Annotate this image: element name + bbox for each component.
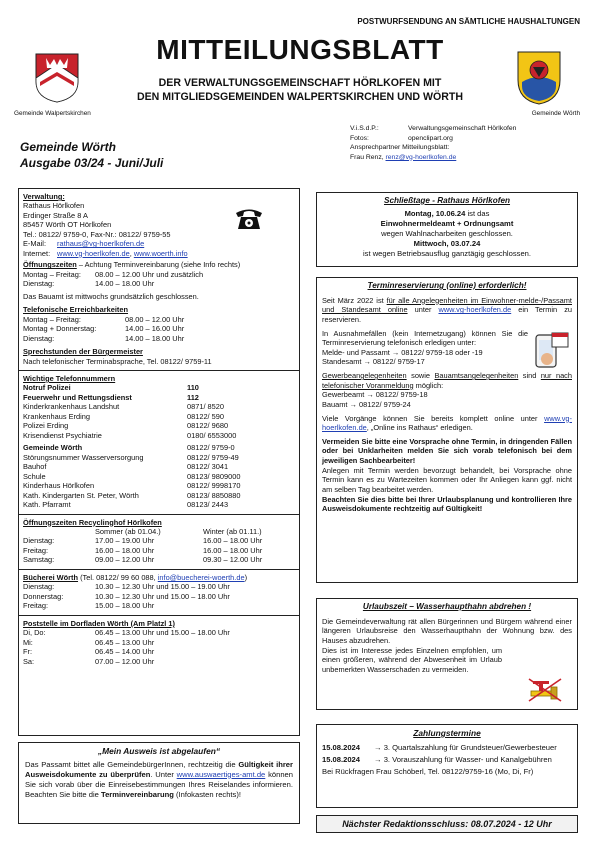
payment-date: 15.08.2024 xyxy=(322,742,361,752)
library-email-link[interactable]: info@buecherei-woerth.de xyxy=(157,572,245,582)
appointment-p2-a: In Ausnahmefällen (kein Internetzugang) können Sie die Terminreservierung telefonisch erledigen unter: xyxy=(322,328,528,348)
emergency-name: Notruf Polizei xyxy=(23,383,71,393)
issue-edition: Ausgabe 03/24 - Juni/Juli xyxy=(20,155,164,170)
payment-description: → 3. Vorauszahlung für Wasser- und Kanalgebühren xyxy=(374,754,552,764)
post-day: Di, Do: xyxy=(23,628,46,638)
post-time: 06.45 – 13.00 Uhr und 15.00 – 18.00 Uhr xyxy=(95,628,230,638)
admin-web-link-2[interactable]: www.woerth.info xyxy=(133,248,188,258)
appointment-p3-building: Bauamtsangelegenheiten xyxy=(434,371,519,381)
library-day: Dienstag: xyxy=(23,582,55,592)
phone-hours-day: Montag – Freitag: xyxy=(23,314,81,324)
payments-contact: Bei Rückfragen Frau Schöberl, Tel. 08122/9759-16 (Mo, Di, Fr) xyxy=(322,766,534,776)
payment-date: 15.08.2024 xyxy=(322,754,361,764)
recycling-winter-label: Winter (ab 01.11.) xyxy=(203,527,262,536)
postal-notice: POSTWURFSENDUNG AN SÄMTLICHE HAUSHALTUNGEN xyxy=(357,17,580,26)
phone-entry-name: Kath. Kindergarten St. Peter, Wörth xyxy=(23,490,139,500)
recycling-summer-label: Sommer (ab 01.04.) xyxy=(95,527,161,536)
phone-hours-time: 14.00 – 16.00 Uhr xyxy=(125,324,185,334)
right-crest-caption: Gemeinde Wörth xyxy=(531,110,580,117)
recycling-day: Samstag: xyxy=(23,555,55,565)
recycling-day: Freitag: xyxy=(23,545,49,555)
appointment-p3-possible: möglich: xyxy=(413,380,444,390)
closing-days-title: Schließtage - Rathaus Hörlkofen xyxy=(383,196,511,205)
phone-entry-name: Kath. Pfarramt xyxy=(23,500,71,510)
appointment-p1-underlined: für alle Angelegenheiten im Einwohner-melde-/Passamt und Standesamt online xyxy=(322,295,572,315)
phone-entry-name: Krisendienst Psychiatrie xyxy=(23,430,102,440)
recycling-heading: Öffnungszeiten Recyclinghof Hörlkofen xyxy=(23,517,162,527)
appointment-p1-a: Seit März 2022 ist xyxy=(322,295,387,305)
phone-hours-time: 14.00 – 18.00 Uhr xyxy=(125,333,185,343)
payments-title: Zahlungstermine xyxy=(413,728,481,738)
recycling-summer-time: 16.00 – 18.00 Uhr xyxy=(95,545,155,555)
imprint-photos-label: Fotos: xyxy=(350,134,369,142)
admin-email-label: E-Mail: xyxy=(23,239,46,249)
emergency-name: Feuerwehr und Rettungsdienst xyxy=(23,392,132,402)
appointment-p3 xyxy=(322,371,572,390)
phone-entry-number: 08123/ 2443 xyxy=(187,500,229,510)
library-close-paren: ) xyxy=(244,572,248,582)
passport-text-b: Gültigkeit ihrer Ausweisdokumente zu überprüfen xyxy=(25,759,293,779)
post-time: 06.45 – 14.00 Uhr xyxy=(95,647,155,657)
closing-day-1-office: Einwohnermeldeamt + Ordnungsamt xyxy=(380,219,514,228)
library-tel: (Tel. 08122/ 99 60 088, xyxy=(80,572,156,582)
phone-entry-name: Polizei Erding xyxy=(23,421,69,431)
passport-text-f: (Infokasten rechts)! xyxy=(173,789,241,799)
post-time: 07.00 – 12.00 Uhr xyxy=(95,656,155,666)
water-tap-icon xyxy=(527,677,563,703)
passport-box xyxy=(18,742,300,824)
hours-day: Montag – Freitag: xyxy=(23,269,81,279)
appointment-p2-registry: Melde- und Passamt → 08122/ 9759-18 oder -19 xyxy=(322,347,483,357)
woerth-phone-heading: Gemeinde Wörth xyxy=(23,443,83,453)
recycling-day: Dienstag: xyxy=(23,536,55,546)
mayor-hours-heading: Sprechstunden der Bürgermeister xyxy=(23,347,143,357)
appointment-link-1[interactable]: www.vg-hoerlkofen.de xyxy=(438,305,512,315)
imprint-photos-value: openclipart.org xyxy=(408,134,453,142)
imprint-contact-email[interactable]: renz@vg-hoerlkofen.de xyxy=(385,153,457,161)
vacation-p2: Dies ist im Interesse jedes Einzelnen empfohlen, um einen größeren, während der Abwesenheit im Urlaub unbemerkten Wasserschaden zu vermeiden. xyxy=(322,645,502,674)
library-heading: Bücherei Wörth xyxy=(23,572,79,582)
library-time: 10.30 – 12.30 Uhr und 15.00 – 18.00 Uhr xyxy=(95,591,230,601)
passport-text-d: können Sie sich vorab über die Einreisebestimmungen Ihres Reiselandes informieren. Beachten Sie bitte die xyxy=(25,769,293,799)
appointment-p4 xyxy=(322,414,572,433)
hours-time: 08.00 – 12.00 Uhr und zusätzlich xyxy=(95,269,204,279)
phone-entry-name: Störungsnummer Wasserversorgung xyxy=(23,452,144,462)
appointment-p6: Anlegen mit Termin werden bevorzugt behandelt, bei Vorsprache ohne Termin kann es zu Wartezeiten kommen oder Ihr Anliegen kann ggf. nicht am selben Tag bearbeitet werden. xyxy=(322,465,572,494)
passport-text xyxy=(25,760,293,800)
walpertskirchen-crest-icon xyxy=(34,52,80,104)
recycling-winter-time: 16.00 – 18.00 Uhr xyxy=(203,545,263,555)
appointment-p5: Vermeiden Sie bitte eine Vorsprache ohne Termin, in dringenden Fällen oder bei Unklarheiten melden Sie sich vorab telefonisch bei dem jeweiligen Sachbearbeiter! xyxy=(322,436,572,466)
phone-entry-number: 08122/ 9759-49 xyxy=(187,452,239,462)
editorial-deadline: Nächster Redaktionsschluss: 08.07.2024 - 12 Uhr xyxy=(316,815,578,833)
appointment-p3-trade: Gewerbeangelegenheiten xyxy=(322,371,407,381)
appointment-building-phone: Bauamt → 08122/ 9759-24 xyxy=(322,399,411,409)
hours-day: Dienstag: xyxy=(23,279,55,289)
imprint-contact-label: Ansprechpartner Mitteilungsblatt: xyxy=(350,144,450,152)
phone-numbers-heading: Wichtige Telefonnummern xyxy=(23,373,116,383)
page-title: MITTEILUNGSBLATT xyxy=(156,34,444,65)
left-crest-caption: Gemeinde Walpertskirchen xyxy=(14,110,91,117)
post-office-heading: Poststelle im Dorfladen Wörth (Am Platzl 1) xyxy=(23,618,175,628)
appointment-p3-phone-only: nur nach telefonischer Voranmeldung xyxy=(322,371,572,390)
vacation-p1: Die Gemeindeverwaltung rät allen Bürgerinnen und Bürgern während einer längeren Urlaubsreise den Wasserhaupthahn der Wohnung bzw. des Hauses abzudrehen. xyxy=(322,616,572,645)
appointment-p2 xyxy=(322,329,572,368)
page-subtitle xyxy=(100,76,500,105)
closing-day-1-reason: wegen Wahlnacharbeiten geschlossen. xyxy=(381,229,513,239)
post-time: 06.45 – 13.00 Uhr xyxy=(95,637,155,647)
appointment-p1-b: unter xyxy=(407,305,439,315)
appointment-box xyxy=(316,277,578,583)
phone-entry-name: Kinderhaus Hörlkofen xyxy=(23,481,95,491)
issue-block xyxy=(20,140,163,171)
post-day: Mi: xyxy=(23,637,33,647)
appointment-trade-phone: Gewerbeamt → 08122/ 9759-18 xyxy=(322,390,428,400)
phone-entry-name: Bauhof xyxy=(23,462,47,472)
phone-hours-heading: Telefonische Erreichbarkeiten xyxy=(23,305,129,315)
building-office-closed-note: Das Bauamt ist mittwochs grundsätzlich geschlossen. xyxy=(23,291,199,301)
imprint-contact-value: Frau Renz, xyxy=(350,153,384,161)
recycling-winter-time: 16.00 – 18.00 Uhr xyxy=(203,536,263,546)
closing-day-2: Mittwoch, 03.07.24 xyxy=(413,239,481,249)
phone-entry-number: 08123/ 9809000 xyxy=(187,471,241,481)
woerth-crest-icon xyxy=(516,50,562,106)
recycling-summer-time: 17.00 – 19.00 Uhr xyxy=(95,536,155,546)
appointment-p4-a: Viele Vorgänge können Sie bereits komplett online unter xyxy=(322,413,545,423)
library-day: Freitag: xyxy=(23,601,49,611)
vacation-title: Urlaubszeit – Wasserhaupthahn abdrehen ! xyxy=(362,602,532,611)
post-day: Fr: xyxy=(23,647,33,657)
hours-time: 14.00 – 18.00 Uhr xyxy=(95,279,155,289)
appointment-p3-and: sowie xyxy=(406,371,435,381)
passport-link[interactable]: www.auswaertiges-amt.de xyxy=(176,769,266,779)
subtitle-line-2: DEN MITGLIEDSGEMEINDEN WALPERTSKIRCHEN UND WÖRTH xyxy=(136,91,464,104)
appointment-p7: Beachten Sie dies bitte bei Ihrer Urlaubsplanung und kontrollieren Ihre Ausweisdokumente rechtzeitig auf Gültigkeit! xyxy=(322,494,572,514)
admin-email-link[interactable]: rathaus@vg-hoerlkofen.de xyxy=(57,239,145,249)
appointment-p2-civil: Standesamt → 08122/ 9759-17 xyxy=(322,357,425,367)
admin-internet-label: Internet: xyxy=(23,248,51,258)
admin-heading: Verwaltung: xyxy=(23,192,65,201)
payments-box xyxy=(316,724,578,808)
phone-entry-number: 08123/ 8850880 xyxy=(187,490,241,500)
phone-entry-number: 08122/ 590 xyxy=(187,411,224,421)
phone-entry-number: 0871/ 8520 xyxy=(187,402,224,412)
closing-day-1: Montag, 10.06.24 xyxy=(404,208,466,218)
passport-text-e: Terminvereinbarung xyxy=(101,789,174,799)
imprint xyxy=(350,124,590,162)
closing-days-box xyxy=(316,192,578,267)
telephone-icon xyxy=(233,205,265,231)
issue-municipality: Gemeinde Wörth xyxy=(20,140,117,154)
appointment-p1 xyxy=(322,296,572,325)
admin-address-line: Erdinger Straße 8 A xyxy=(23,210,88,220)
passport-text-c: . Unter xyxy=(150,769,177,779)
vacation-box xyxy=(316,598,578,710)
phone-hours-time: 08.00 – 12.00 Uhr xyxy=(125,314,185,324)
recycling-winter-time: 09.30 – 12.00 Uhr xyxy=(203,555,263,565)
phone-entry-number: 08122/ 3041 xyxy=(187,462,229,472)
admin-tel-fax: Tel.: 08122/ 9759-0, Fax-Nr.: 08122/ 9759-55 xyxy=(23,229,171,239)
phone-entry-name: Krankenhaus Erding xyxy=(23,411,90,421)
library-time: 10.30 – 12.30 Uhr und 15.00 – 19.00 Uhr xyxy=(95,582,230,592)
phone-entry-number: 08122/ 9680 xyxy=(187,421,229,431)
opening-hours-heading: Öffnungszeiten xyxy=(23,260,77,270)
opening-hours-note: – Achtung Terminvereinbarung (siehe Info rechts) xyxy=(78,260,241,270)
recycling-summer-time: 09.00 – 12.00 Uhr xyxy=(95,555,155,565)
closing-day-2-reason: ist wegen Betriebsausflug ganztägig geschlossen. xyxy=(362,249,531,259)
phone-entry-name: Kinderkrankenhaus Landshut xyxy=(23,402,120,412)
passport-text-a: Das Passamt bittet alle GemeindebürgerInnen, rechtzeitig die xyxy=(25,759,239,769)
phone-hours-day: Montag + Donnerstag: xyxy=(23,324,97,334)
info-column: Verwaltung: Rathaus Hörlkofen Erdinger Straße 8 A 85457 Wörth OT Hörlkofen Tel.: 08122/ 9759-0, Fax-Nr.: 08122/ 9759-55 E-Mail: rathaus@vg-hoerlkofen.de Internet: www.vg-hoerlkofen.de , www.woerth.info Öffnungszeiten – Achtung Terminvereinbarung (siehe Info rechts) Montag – Freitag: 08.00 – 12.00 Uhr und zusätzlich Dienstag: 14.00 – 18.00 Uhr Das Bauamt ist mittwochs grundsätzlich geschlossen. Telefonische Erreichbarkeiten Montag – Freitag: 08.00 – 12.00 Uhr Montag + Donnerstag: 14.00 – 16.00 Uhr Dienstag: 14.00 – 18.00 Uhr Sprechstunden der Bürgermeister Nach telefonischer Terminabsprache, Tel. 08122/ 9759-11 Wichtige Telefonnummern Notruf Polizei 110 Feuerwehr und Rettungsdienst 112 Kinderkrankenhaus Landshut 0871/ 8520 Krankenhaus Erding 08122/ 590 Polizei Erding 08122/ 9680 Krisendienst Psychiatrie 0180/ 6553000 Gemeinde Wörth 08122/ 9759-0 Störungsnummer Wasserversorgung 08122/ 9759-49 Bauhof 08122/ 3041 Schule 08123/ 9809000 Kinderhaus Hörlkofen 08122/ 9998170 Kath. Kindergarten St. Peter, Wörth 08123/ 8850880 Kath. Pfarramt 08123/ 2443 Öffnungszeiten Recyclinghof Hörlkofen Sommer (ab 01.04.) Winter (ab 01.11.) Dienstag: 17.00 – 19.00 Uhr 16.00 – 18.00 Uhr Freitag: 16.00 – 18.00 Uhr 16.00 – 18.00 Uhr Samstag: 09.00 – 12.00 Uhr 09.30 – 12.00 Uhr Bücherei Wörth (Tel. 08122/ 99 60 088, info@buecherei-woerth.de) Dienstag: 10.30 – 12.30 Uhr und 15.00 – 19.00 Uhr Donnerstag: 10.30 – 12.30 Uhr und 15.00 – 18.00 Uhr Freitag: 15.00 – 18.00 Uhr Poststelle im Dorfladen Wörth (Am Platzl 1) Di, Do: 06.45 – 13.00 Uhr und 15.00 – 18.00 Uhr Mi: 06.45 – 13.00 Uhr Fr: 06.45 – 14.00 Uhr Sa: 07.00 – 12.00 Uhr xyxy=(18,188,300,736)
imprint-vi-value: Verwaltungsgemeinschaft Hörlkofen xyxy=(408,125,517,132)
phone-hours-day: Dienstag: xyxy=(23,333,55,343)
emergency-number: 110 xyxy=(187,383,199,393)
phone-calendar-icon xyxy=(534,331,570,369)
admin-address-line: 85457 Wörth OT Hörlkofen xyxy=(23,220,112,230)
phone-entry-number: 0180/ 6553000 xyxy=(187,430,237,440)
admin-web-link-1[interactable]: www.vg-hoerlkofen.de xyxy=(57,248,130,258)
appointment-link-2[interactable]: www.vg-hoerlkofen.de xyxy=(322,413,572,433)
mayor-hours-note: Nach telefonischer Terminabsprache, Tel. 08122/ 9759-11 xyxy=(23,356,212,366)
payment-description: → 3. Quartalszahlung für Grundsteuer/Gewerbesteuer xyxy=(374,742,557,752)
woerth-phone-heading-number: 08122/ 9759-0 xyxy=(187,443,235,453)
phone-entry-name: Schule xyxy=(23,471,46,481)
passport-title: „Mein Ausweis ist abgelaufen“ xyxy=(97,746,221,756)
post-day: Sa: xyxy=(23,656,35,666)
admin-address-line: Rathaus Hörlkofen xyxy=(23,201,85,211)
appointment-p3-are: sind xyxy=(518,371,541,381)
closing-day-1-suffix: ist das xyxy=(465,208,490,218)
imprint-vi-label: V.i.S.d.P.: xyxy=(350,125,379,132)
appointment-p4-b: , „Online ins Rathaus“ erledigen. xyxy=(366,423,473,433)
emergency-number: 112 xyxy=(187,392,199,402)
phone-entry-number: 08122/ 9998170 xyxy=(187,481,241,491)
subtitle-line-1: DER VERWALTUNGSGEMEINSCHAFT HÖRLKOFEN MIT xyxy=(158,77,442,89)
appointment-p1-c: ein Termin zu reservieren. xyxy=(322,305,573,324)
library-day: Donnerstag: xyxy=(23,591,64,601)
library-time: 15.00 – 18.00 Uhr xyxy=(95,601,155,611)
appointment-title: Terminreservierung (online) erforderlich! xyxy=(367,281,527,290)
